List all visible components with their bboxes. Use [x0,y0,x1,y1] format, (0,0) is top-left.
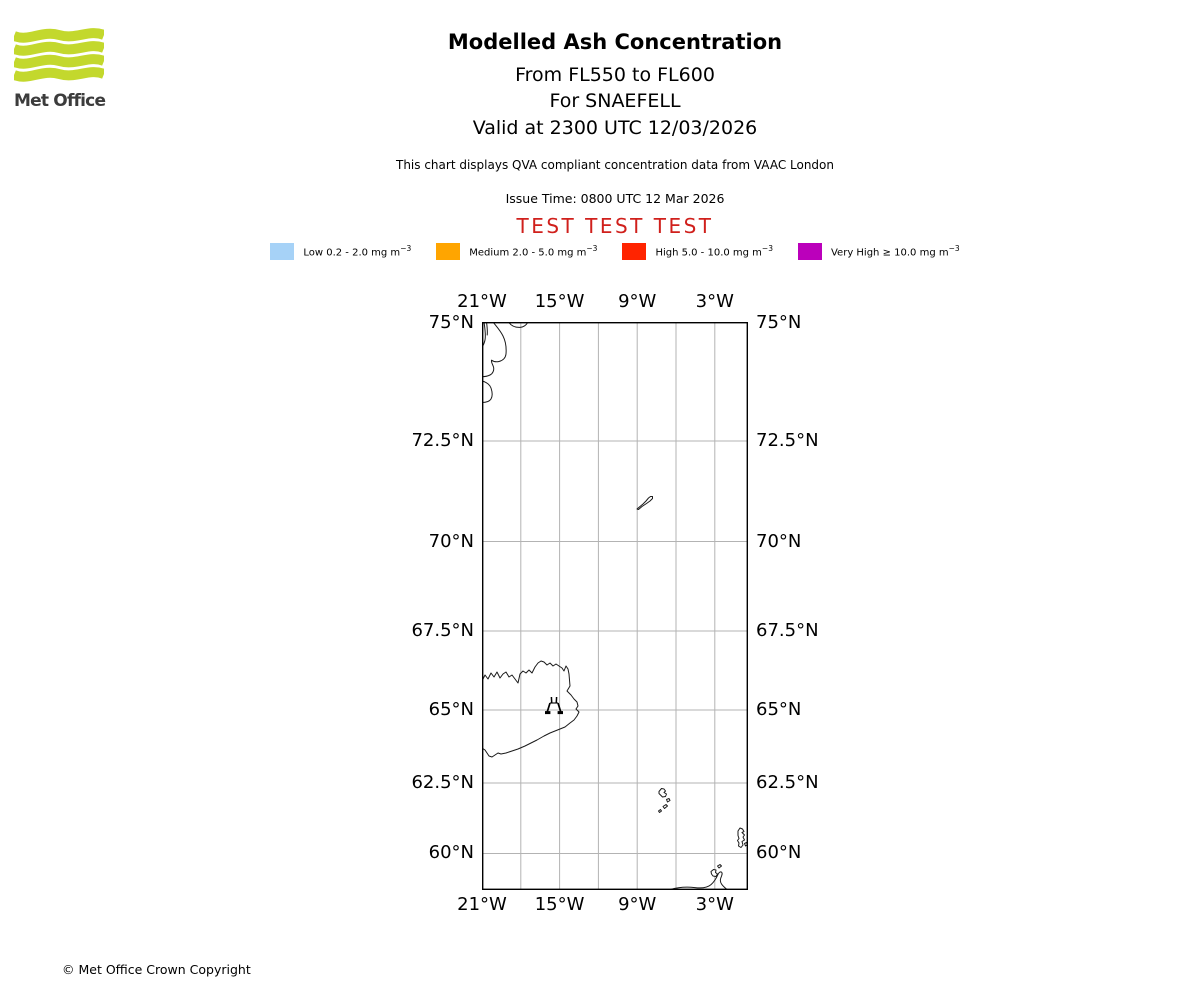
legend-item-high [622,243,773,260]
legend-label-low-sup: −3 [400,244,412,254]
x-axis-label-bottom-0: 21°W [457,894,507,915]
legend-label-high [655,244,773,258]
legend-label-high-sup: −3 [761,244,773,254]
y-axis-label-left-6: 60°N [428,842,474,863]
x-axis-label-bottom-1: 15°W [534,894,585,915]
x-axis-label-top-3: 3°W [695,291,734,312]
y-axis-label-right-3: 67.5°N [756,620,819,641]
y-axis-label-left-3: 67.5°N [411,620,474,641]
coastline-scotland [670,872,727,890]
legend-label-low [303,244,411,258]
map-frame [483,323,748,890]
legend-item-low [270,243,411,260]
legend-swatch-medium [436,243,460,260]
x-axis-label-bottom-2: 9°W [618,894,657,915]
met-office-logo-text: Met Office [14,91,106,111]
y-axis-label-right-0: 75°N [756,311,802,333]
legend-label-medium-sup: −3 [586,244,598,254]
y-axis-label-right-2: 70°N [756,530,802,552]
legend-swatch-low [270,243,294,260]
y-axis-label-left-0: 75°N [428,311,474,333]
x-axis-label-top-2: 9°W [618,291,657,312]
map-canvas [482,322,748,890]
concentration-legend [30,243,1200,260]
islands-shetland [738,828,748,848]
legend-label-medium [469,244,597,258]
legend-label-very-high-sup: −3 [948,244,960,254]
legend-label-low-text: Low 0.2 - 2.0 mg m [303,247,401,259]
legend-swatch-high [622,243,646,260]
y-axis-label-left-2: 70°N [428,530,474,552]
islands-faroe [659,789,671,813]
subtitle-valid-time: Valid at 2300 UTC 12/03/2026 [472,117,758,139]
legend-label-high-text: High 5.0 - 10.0 mg m [655,247,762,259]
y-axis-label-left-1: 72.5°N [411,430,474,451]
y-axis-label-left-5: 62.5°N [411,772,474,793]
legend-item-medium [436,243,597,260]
grid-lines [482,322,748,890]
qva-description: This chart displays QVA compliant concentration data from VAAC London [396,158,834,172]
island-jan-mayen [637,497,653,510]
islands-orkney [711,865,722,877]
y-axis-label-left-4: 65°N [428,699,474,720]
y-axis-label-right-5: 62.5°N [756,772,819,793]
y-axis-label-right-4: 65°N [756,699,802,720]
x-axis-label-top-1: 15°W [534,291,585,312]
test-banner: TEST TEST TEST [516,214,714,238]
x-axis-label-top-0: 21°W [457,291,507,312]
issue-time: Issue Time: 0800 UTC 12 Mar 2026 [505,191,725,206]
subtitle-volcano: For SNAEFELL [549,90,681,112]
legend-item-very-high [798,243,960,260]
x-axis-label-bottom-3: 3°W [695,894,734,915]
coastline-iceland [482,661,579,757]
y-axis-label-right-1: 72.5°N [756,430,819,451]
legend-label-very-high [831,244,960,258]
page-title: Modelled Ash Concentration [447,30,783,54]
y-axis-label-right-6: 60°N [756,842,802,863]
legend-label-very-high-text: Very High ≥ 10.0 mg m [830,247,949,259]
legend-label-medium-text: Medium 2.0 - 5.0 mg m [469,247,587,259]
subtitle-flight-levels: From FL550 to FL600 [515,64,715,86]
copyright-notice: © Met Office Crown Copyright [62,962,251,977]
legend-swatch-very-high [798,243,822,260]
map-panel [482,322,748,890]
